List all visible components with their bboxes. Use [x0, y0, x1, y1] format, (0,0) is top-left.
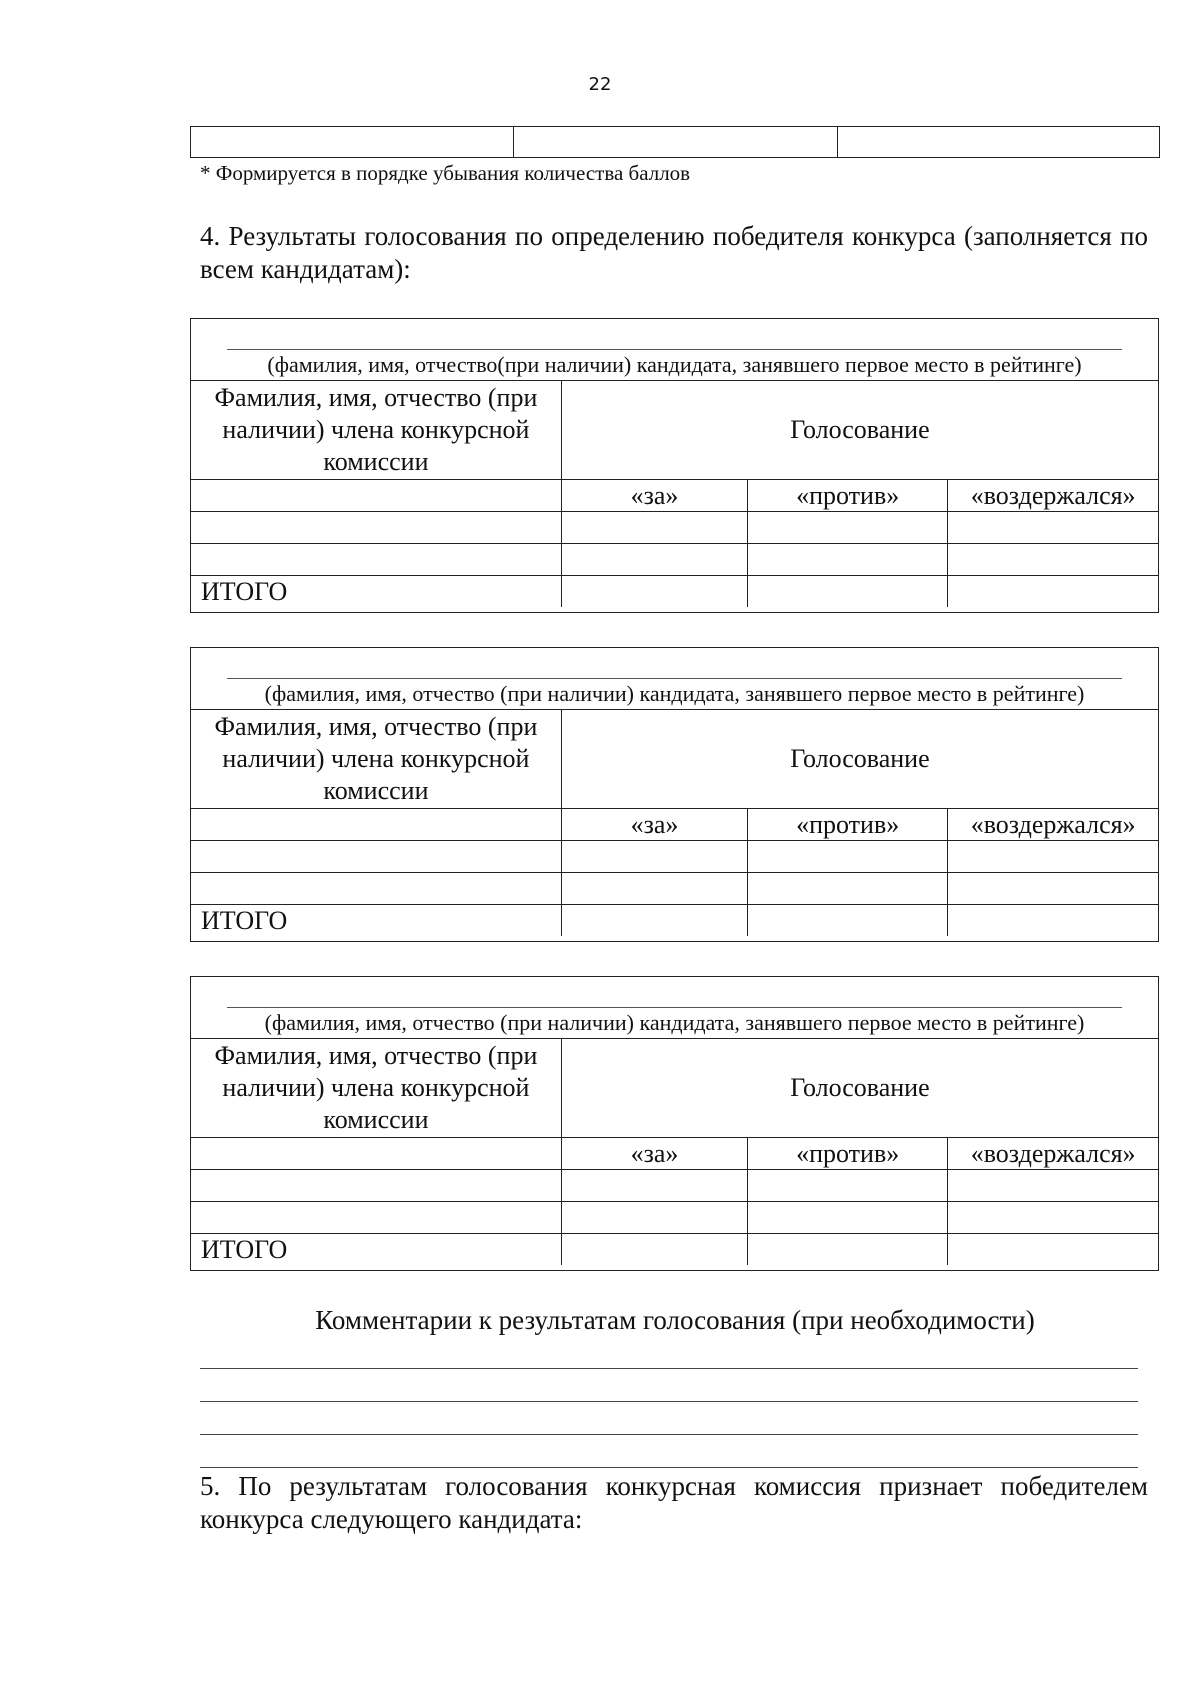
table-row — [191, 1039, 1158, 1138]
table-cell — [191, 841, 561, 873]
option-against: «против» — [748, 1138, 948, 1170]
voting-column-header: Голосование — [561, 381, 1158, 480]
option-abstain: «воздержался» — [948, 809, 1158, 841]
table-cell — [191, 480, 561, 512]
comment-line — [200, 1368, 1138, 1369]
table-row — [191, 1170, 1158, 1202]
table-cell — [838, 127, 1160, 158]
total-label: ИТОГО — [191, 576, 561, 608]
table-cell — [748, 1234, 948, 1266]
section-5-heading: 5. По результатам голосования конкурсная комиссия признает победителем конкурса следующего кандидата: — [200, 1471, 1148, 1534]
comments-title: Комментарии к результатам голосования (при необходимости) — [315, 1305, 1035, 1335]
option-for: «за» — [561, 480, 747, 512]
voting-column-header: Голосование — [561, 1039, 1158, 1138]
table-row — [191, 1138, 1158, 1170]
option-against: «против» — [748, 809, 948, 841]
table-cell — [561, 873, 747, 905]
table-cell — [748, 841, 948, 873]
table-cell — [748, 544, 948, 576]
table-row — [191, 905, 1158, 937]
member-column-header: Фамилия, имя, отчество (при наличии) члена конкурсной комиссии — [191, 381, 561, 480]
table-cell — [748, 1170, 948, 1202]
table-row — [191, 809, 1158, 841]
vote-table — [191, 710, 1158, 936]
table-row — [191, 544, 1158, 576]
table-cell — [948, 1234, 1158, 1266]
table-cell — [748, 905, 948, 937]
table-cell — [561, 1170, 747, 1202]
candidate-name-line — [227, 1007, 1122, 1008]
table-row — [191, 1234, 1158, 1266]
comment-line — [200, 1434, 1138, 1435]
vote-block — [190, 647, 1159, 942]
member-column-header: Фамилия, имя, отчество (при наличии) члена конкурсной комиссии — [191, 1039, 561, 1138]
table-cell — [561, 1234, 747, 1266]
vote-block — [190, 318, 1159, 613]
candidate-name-caption: (фамилия, имя, отчество (при наличии) кандидата, занявшего первое место в рейтинге) — [264, 1010, 1085, 1035]
table-row — [191, 381, 1158, 480]
candidate-name-line — [227, 349, 1122, 350]
table-cell — [514, 127, 838, 158]
table-cell — [191, 1138, 561, 1170]
table-row — [191, 127, 1160, 158]
table-cell — [561, 512, 747, 544]
total-label: ИТОГО — [191, 1234, 561, 1266]
table-cell — [748, 512, 948, 544]
candidate-name-header — [191, 319, 1158, 381]
table-cell — [561, 576, 747, 608]
candidate-name-caption: (фамилия, имя, отчество(при наличии) кандидата, занявшего первое место в рейтинге) — [267, 352, 1082, 377]
candidate-name-caption: (фамилия, имя, отчество (при наличии) кандидата, занявшего первое место в рейтинге) — [264, 681, 1085, 706]
table-cell — [191, 1202, 561, 1234]
table-cell — [748, 873, 948, 905]
footnote: * Формируется в порядке убывания количества баллов — [200, 161, 691, 185]
table-row — [191, 841, 1158, 873]
table-cell — [561, 544, 747, 576]
rating-table-last-row — [190, 126, 1160, 158]
table-cell — [191, 873, 561, 905]
table-cell — [191, 809, 561, 841]
table-row — [191, 873, 1158, 905]
table-cell — [561, 841, 747, 873]
vote-block — [190, 976, 1159, 1271]
candidate-name-line — [227, 678, 1122, 679]
vote-table — [191, 1039, 1158, 1265]
table-row — [191, 710, 1158, 809]
table-cell — [948, 841, 1158, 873]
table-cell — [191, 512, 561, 544]
table-cell — [561, 1202, 747, 1234]
comment-line — [200, 1401, 1138, 1402]
table-cell — [948, 1170, 1158, 1202]
table-cell — [948, 512, 1158, 544]
table-row — [191, 576, 1158, 608]
option-for: «за» — [561, 1138, 747, 1170]
total-label: ИТОГО — [191, 905, 561, 937]
table-row — [191, 1202, 1158, 1234]
table-cell — [948, 905, 1158, 937]
table-cell — [561, 905, 747, 937]
table-row — [191, 512, 1158, 544]
candidate-name-header — [191, 648, 1158, 710]
option-against: «против» — [748, 480, 948, 512]
table-cell — [948, 544, 1158, 576]
table-cell — [748, 576, 948, 608]
member-column-header: Фамилия, имя, отчество (при наличии) члена конкурсной комиссии — [191, 710, 561, 809]
table-cell — [191, 1170, 561, 1202]
table-cell — [748, 1202, 948, 1234]
option-abstain: «воздержался» — [948, 480, 1158, 512]
vote-table — [191, 381, 1158, 607]
page-number: 22 — [588, 74, 612, 95]
table-row — [191, 480, 1158, 512]
table-cell — [191, 127, 514, 158]
table-cell — [191, 544, 561, 576]
candidate-name-header — [191, 977, 1158, 1039]
option-abstain: «воздержался» — [948, 1138, 1158, 1170]
section-4-heading: 4. Результаты голосования по определению победителя конкурса (заполняется по всем кандидатам): — [200, 221, 1148, 284]
comment-line — [200, 1467, 1138, 1468]
table-cell — [948, 576, 1158, 608]
table-cell — [948, 1202, 1158, 1234]
voting-column-header: Голосование — [561, 710, 1158, 809]
option-for: «за» — [561, 809, 747, 841]
table-cell — [948, 873, 1158, 905]
